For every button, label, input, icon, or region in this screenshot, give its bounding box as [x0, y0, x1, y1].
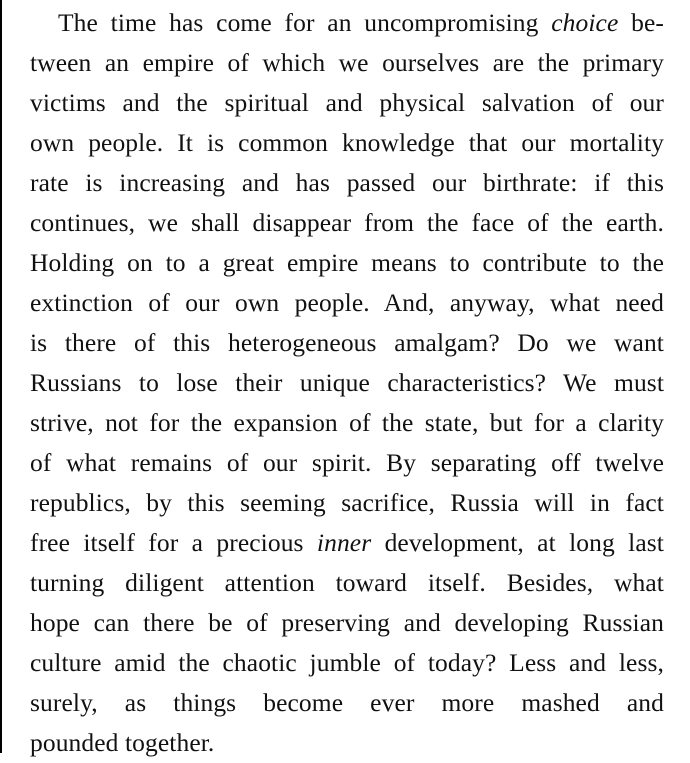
- text-line: [30, 163, 664, 203]
- text-line: [30, 283, 664, 323]
- text-line: [30, 363, 664, 403]
- text-run: continues, we shall disappear from the face of the earth.: [30, 208, 664, 237]
- text-line: [30, 723, 664, 763]
- text-line: [30, 243, 664, 283]
- text-run: development, at long last: [371, 528, 664, 557]
- text-run: culture amid the chaotic jumble of today? Less and less,: [30, 648, 664, 677]
- text-run: be-: [618, 8, 664, 37]
- text-run: victims and the spiritual and physical salvation of our: [30, 88, 664, 117]
- italic-emphasis: inner: [316, 528, 372, 557]
- text-line: [30, 43, 664, 83]
- text-run: republics, by this seeming sacrifice, Russia will in fact: [30, 488, 664, 517]
- text-line: [30, 3, 664, 43]
- text-line: [30, 643, 664, 683]
- text-run: rate is increasing and has passed our birthrate: if this: [30, 168, 664, 197]
- italic-emphasis: choice: [551, 8, 619, 37]
- text-run: Russians to lose their unique characteristics? We must: [30, 368, 664, 397]
- text-run: own people. It is common knowledge that our mortality: [30, 128, 664, 157]
- text-run: Holding on to a great empire means to contribute to the: [30, 248, 664, 277]
- text-line: [30, 483, 664, 523]
- text-line: [30, 323, 664, 363]
- text-run: is there of this heterogeneous amalgam? Do we want: [30, 328, 664, 357]
- left-border-rule: [0, 0, 2, 753]
- text-line: [30, 683, 664, 723]
- text-line: [30, 403, 664, 443]
- text-run: of what remains of our spirit. By separating off twelve: [30, 448, 664, 477]
- text-line: [30, 443, 664, 483]
- text-line: [30, 83, 664, 123]
- text-run: free itself for a precious: [30, 528, 317, 557]
- text-run: turning diligent attention toward itself. Besides, what: [30, 568, 664, 597]
- text-line: [30, 203, 664, 243]
- text-run: The time has come for an uncompromising: [58, 8, 552, 37]
- text-run: tween an empire of which we ourselves are the primary: [30, 48, 664, 77]
- text-line: [30, 563, 664, 603]
- text-line: [30, 123, 664, 163]
- text-line: [30, 603, 664, 643]
- body-paragraph: [30, 3, 664, 763]
- text-run: hope can there be of preserving and developing Russian: [30, 608, 664, 637]
- text-run: pounded together.: [30, 728, 215, 757]
- text-run: extinction of our own people. And, anyway, what need: [30, 288, 664, 317]
- text-run: surely, as things become ever more mashed and: [30, 688, 664, 717]
- text-line: [30, 523, 664, 563]
- text-run: strive, not for the expansion of the state, but for a clarity: [30, 408, 664, 437]
